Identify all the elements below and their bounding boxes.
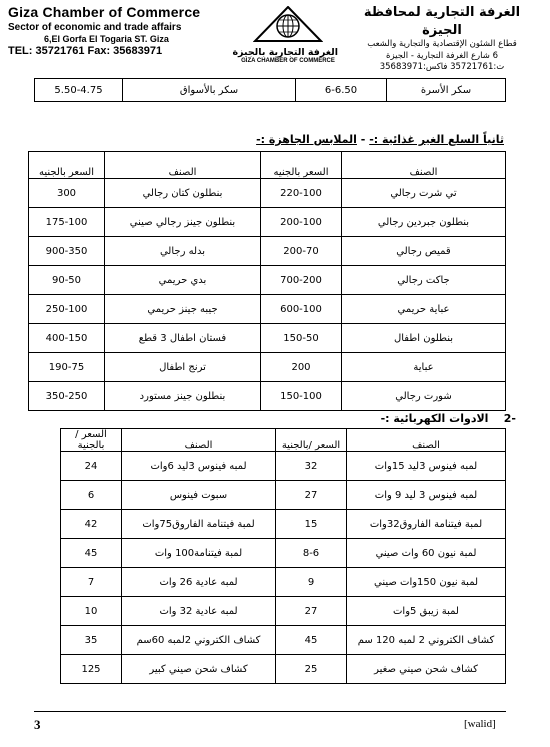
footer-divider — [34, 711, 506, 712]
column-header: السعر بالجنيه — [29, 152, 105, 179]
table-cell: 35 — [61, 626, 122, 655]
table-row — [29, 208, 506, 237]
table-row — [29, 179, 506, 208]
table-cell: 6-6.50 — [296, 79, 387, 102]
table-cell: 6 — [61, 481, 122, 510]
table-cell: بدي حريمي — [105, 266, 261, 295]
table-cell: 250-100 — [29, 295, 105, 324]
address-en: 6,El Gorfa El Togaria ST. Giza — [44, 34, 169, 44]
table-row — [61, 626, 506, 655]
section-title-main: الادوات الكهربائية :- — [380, 412, 489, 425]
table-cell: لمبه فينوس 3 ليد 9 وات — [347, 481, 506, 510]
table-cell: 200 — [261, 353, 342, 382]
table-cell: 10 — [61, 597, 122, 626]
globe-logo-icon — [253, 6, 323, 42]
table-cell: 5.50-4.75 — [35, 79, 123, 102]
column-header: السعر بالجنيه — [261, 152, 342, 179]
contact-en: TEL: 35721761 Fax: 35683971 — [8, 45, 163, 58]
table-cell: لمبه فينوس 3ليد 6وات — [122, 452, 276, 481]
table-row — [61, 568, 506, 597]
table-cell: 42 — [61, 510, 122, 539]
table-cell: 8-6 — [276, 539, 347, 568]
table-cell: 15 — [276, 510, 347, 539]
table-cell: شورت رجالي — [342, 382, 506, 411]
table-cell: سبوت فينوس — [122, 481, 276, 510]
page-number: 3 — [34, 717, 41, 732]
table-row — [61, 539, 506, 568]
table-cell: عباية حريمي — [342, 295, 506, 324]
section-title-dash: - — [360, 133, 366, 146]
table-row — [61, 597, 506, 626]
contact-ar: ت:35721761 فاكس:35683971 — [379, 62, 505, 73]
table-cell: لمبة زيبق 5وات — [347, 597, 506, 626]
section-title-electrical — [316, 412, 516, 425]
table-header-row — [29, 152, 506, 179]
header-english — [8, 4, 208, 59]
table-cell: 700-200 — [261, 266, 342, 295]
column-header: الصنف — [347, 429, 506, 452]
section-title-main: الملابس الجاهزة :- — [256, 133, 357, 146]
table-row — [61, 481, 506, 510]
chamber-name-ar: الغرفة التجارية لمحافظة الجيزة — [363, 5, 521, 38]
table-cell: 25 — [276, 655, 347, 684]
table-cell: بنطلون جبردين رجالي — [342, 208, 506, 237]
table-row — [29, 237, 506, 266]
table-cell: ترنج اطفال — [105, 353, 261, 382]
table-cell: جيبه جينز حريمي — [105, 295, 261, 324]
column-header: الصنف — [105, 152, 261, 179]
table-row — [29, 266, 506, 295]
table-row — [61, 510, 506, 539]
table-cell: عباية — [342, 353, 506, 382]
table-cell: بدله رجالي — [105, 237, 261, 266]
table-cell: بنطلون جينز مستورد — [105, 382, 261, 411]
table-cell: لمبة نيون 150وات صيني — [347, 568, 506, 597]
table-cell: بنطلون جينز رجالي صيني — [105, 208, 261, 237]
section-title-clothing — [184, 133, 504, 146]
table-cell: لمبة فيتنامة100 وات — [122, 539, 276, 568]
table-row — [61, 452, 506, 481]
table-cell: لمبة فيتنامة الفاروق32وات — [347, 510, 506, 539]
column-header: الصنف — [122, 429, 276, 452]
table-cell: 220-100 — [261, 179, 342, 208]
column-header: السعر / بالجنية — [61, 429, 122, 452]
table-cell: 24 — [61, 452, 122, 481]
chamber-logo — [232, 6, 338, 70]
table-row — [35, 79, 506, 102]
table-cell: كشاف الكتروني 2 لمبه 120 سم — [347, 626, 506, 655]
table-cell: 190-75 — [29, 353, 105, 382]
table-cell: جاكت رجالي — [342, 266, 506, 295]
sector-name-ar: قطاع الشئون الإقتصادية والتجارية والشعب — [367, 39, 517, 50]
chamber-name-en: Giza Chamber of Commerce — [8, 4, 201, 20]
table-cell: 27 — [276, 481, 347, 510]
table-row — [61, 655, 506, 684]
table-cell: 7 — [61, 568, 122, 597]
sector-name-en: Sector of economic and trade affairs — [8, 21, 182, 33]
footer-author: [walid] — [464, 718, 496, 730]
table-cell: 150-50 — [261, 324, 342, 353]
table-cell: 27 — [276, 597, 347, 626]
table-header-row — [61, 429, 506, 452]
clothing-price-table — [28, 151, 506, 411]
table-cell: لمبة نيون 60 وات صيني — [347, 539, 506, 568]
address-ar: 6 شارع الغرفة التجارية - الجيزة — [385, 50, 499, 61]
column-header: الصنف — [342, 152, 506, 179]
table-cell: سكر بالأسواق — [123, 79, 296, 102]
table-cell: 400-150 — [29, 324, 105, 353]
logo-text-en: GIZA CHAMBER OF COMMERCE — [241, 58, 335, 64]
table-cell: لمبه فينوس 3ليد 15وات — [347, 452, 506, 481]
table-cell: سكر الأسرة — [387, 79, 506, 102]
table-cell: كشاف شحن صيني كبير — [122, 655, 276, 684]
table-cell: 175-100 — [29, 208, 105, 237]
table-cell: لمبه عادية 32 وات — [122, 597, 276, 626]
table-row — [29, 324, 506, 353]
table-row — [29, 295, 506, 324]
table-cell: كشاف الكتروني 2لمبه 60سم — [122, 626, 276, 655]
electrical-price-table — [60, 428, 506, 684]
table-cell: 150-100 — [261, 382, 342, 411]
section-number: -2 — [503, 412, 516, 425]
table-cell: 600-100 — [261, 295, 342, 324]
table-cell: 125 — [61, 655, 122, 684]
table-row — [29, 353, 506, 382]
table-cell: 200-70 — [261, 237, 342, 266]
sugar-price-table — [34, 78, 506, 102]
section-title-prefix: ثانياً السلع الغير غذائية :- — [369, 133, 504, 146]
table-cell: 90-50 — [29, 266, 105, 295]
table-cell: لمبه عادية 26 وات — [122, 568, 276, 597]
table-cell: لمبة فيتنامة الفاروق75وات — [122, 510, 276, 539]
table-cell: 350-250 — [29, 382, 105, 411]
table-cell: بنطلون اطفال — [342, 324, 506, 353]
table-cell: بنطلون كتان رجالي — [105, 179, 261, 208]
table-cell: 9 — [276, 568, 347, 597]
table-row — [29, 382, 506, 411]
table-cell: كشاف شحن صيني صغير — [347, 655, 506, 684]
table-cell: 32 — [276, 452, 347, 481]
table-cell: 300 — [29, 179, 105, 208]
table-cell: تي شرت رجالي — [342, 179, 506, 208]
table-cell: قميص رجالي — [342, 237, 506, 266]
table-cell: 45 — [61, 539, 122, 568]
table-cell: 200-100 — [261, 208, 342, 237]
table-cell: 45 — [276, 626, 347, 655]
table-cell: 900-350 — [29, 237, 105, 266]
logo-text-ar: الغرفة التجارية بالجيزة — [232, 47, 338, 58]
column-header: السعر /بالجنية — [276, 429, 347, 452]
table-cell: فستان اطفال 3 قطع — [105, 324, 261, 353]
header-arabic — [342, 4, 542, 74]
